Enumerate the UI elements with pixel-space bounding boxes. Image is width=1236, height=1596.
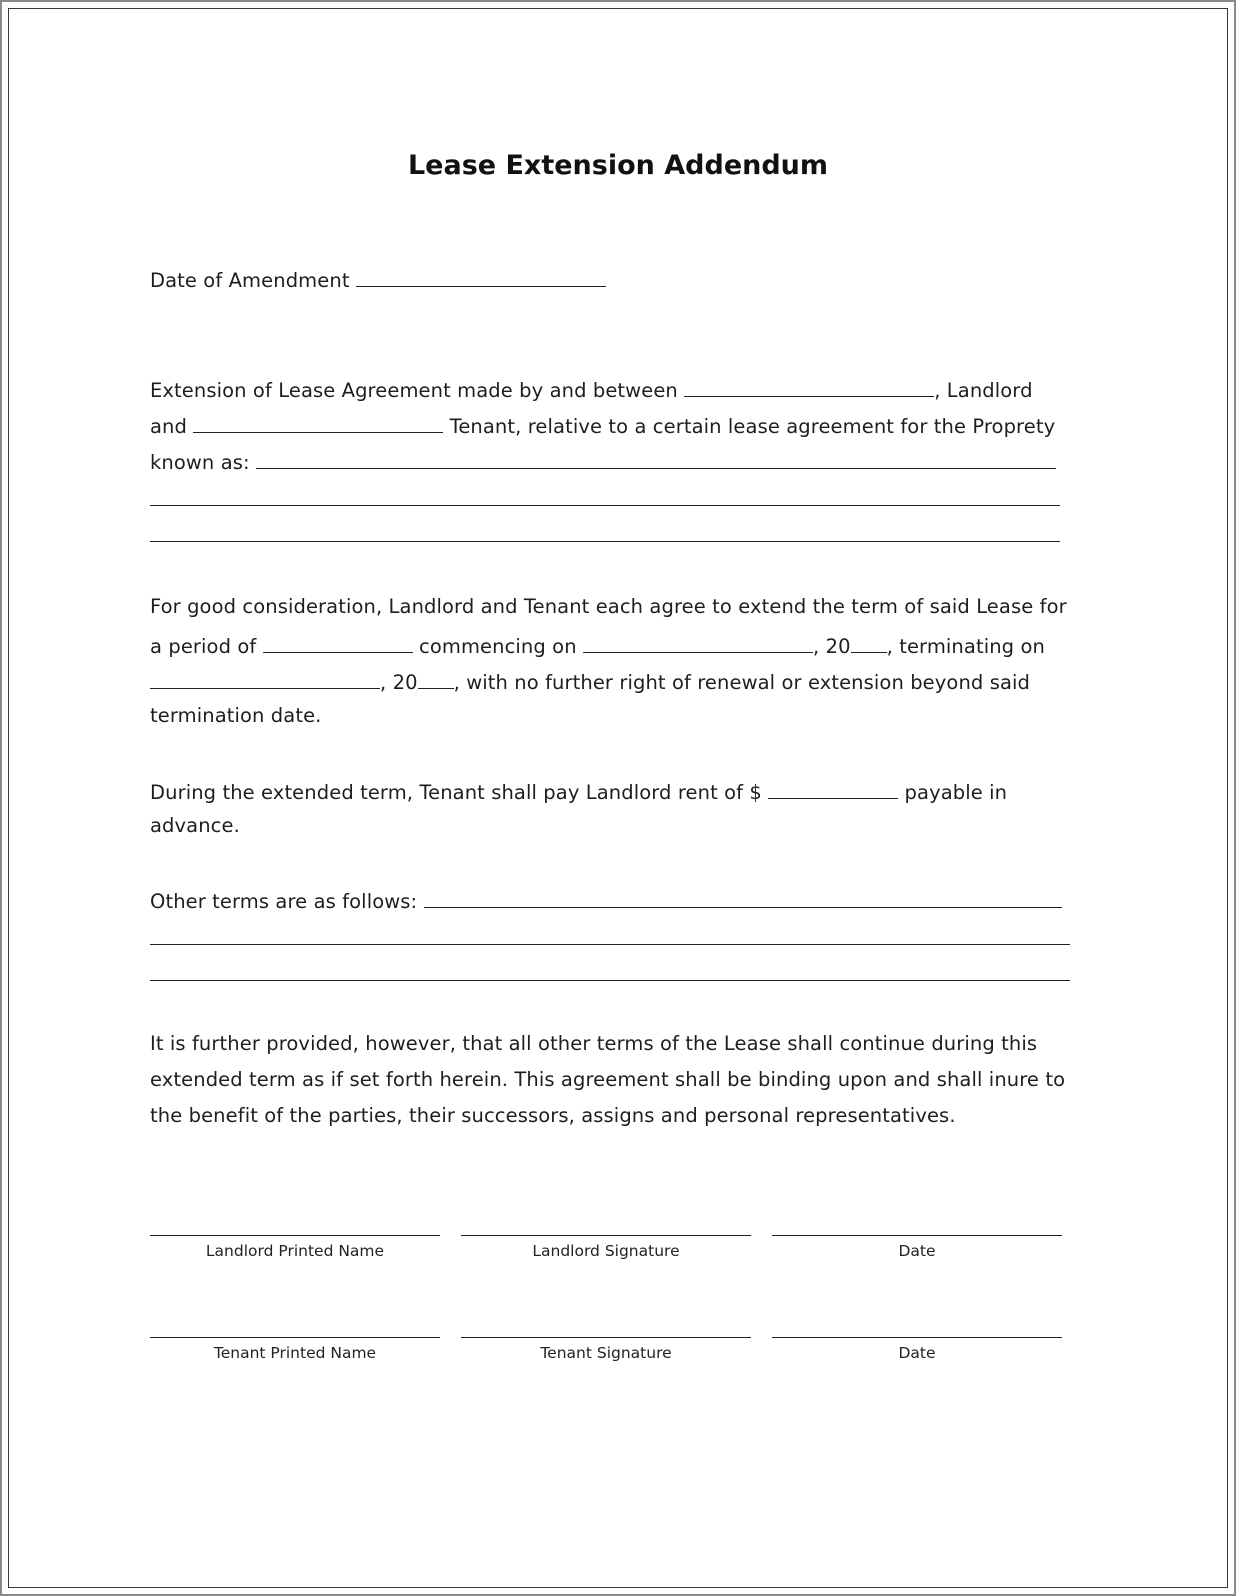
para2-line2 bbox=[150, 632, 1045, 659]
period-field[interactable] bbox=[263, 632, 413, 653]
terminating-date-field[interactable] bbox=[150, 668, 380, 689]
property-address-field-2[interactable] bbox=[150, 505, 1060, 506]
para2-line3-text: , with no further right of renewal or extension beyond said bbox=[453, 671, 1030, 694]
para5-line1: It is further provided, however, that all other terms of the Lease shall continue during this bbox=[150, 1032, 1038, 1055]
landlord-signature-label: Landlord Signature bbox=[532, 1242, 680, 1260]
other-terms-field-3[interactable] bbox=[150, 980, 1070, 981]
tenant-name-field[interactable] bbox=[193, 412, 443, 433]
payable-label: payable in bbox=[904, 781, 1008, 804]
rent-label: During the extended term, Tenant shall pay Landlord rent of $ bbox=[150, 781, 762, 804]
landlord-printed-name-line[interactable] bbox=[150, 1235, 440, 1236]
landlord-signature-line[interactable] bbox=[461, 1235, 751, 1236]
tenant-printed-name-label: Tenant Printed Name bbox=[213, 1344, 377, 1362]
para3-line2: advance. bbox=[150, 814, 240, 837]
period-label: a period of bbox=[150, 635, 257, 658]
date-of-amendment-field[interactable] bbox=[356, 266, 606, 287]
property-address-field-1[interactable] bbox=[256, 448, 1056, 469]
landlord-label: , Landlord bbox=[934, 379, 1033, 402]
para2-line1: For good consideration, Landlord and Tenant each agree to extend the term of said Lease for bbox=[150, 595, 1067, 618]
commencing-date-field[interactable] bbox=[583, 632, 813, 653]
tenant-printed-name-line[interactable] bbox=[150, 1337, 440, 1338]
other-terms-row bbox=[150, 887, 1062, 914]
date-of-amendment-row bbox=[150, 266, 606, 293]
tenant-signature-line[interactable] bbox=[461, 1337, 751, 1338]
rent-amount-field[interactable] bbox=[768, 778, 898, 799]
para1-and-text: and bbox=[150, 415, 187, 438]
known-as-label: known as: bbox=[150, 451, 250, 474]
para1-line2-text: Tenant, relative to a certain lease agreement for the Proprety bbox=[449, 415, 1056, 438]
landlord-printed-name-label: Landlord Printed Name bbox=[205, 1242, 385, 1260]
terminating-year-prefix: , 20 bbox=[380, 671, 418, 694]
landlord-date-label: Date bbox=[898, 1242, 936, 1260]
other-terms-label: Other terms are as follows: bbox=[150, 890, 418, 913]
tenant-date-label: Date bbox=[898, 1344, 936, 1362]
terminating-year-field[interactable] bbox=[418, 668, 454, 689]
commencing-year-prefix: , 20 bbox=[812, 635, 851, 658]
date-of-amendment-label: Date of Amendment bbox=[150, 269, 350, 292]
para5-line3: the benefit of the parties, their successors, assigns and personal representatives. bbox=[150, 1104, 956, 1127]
other-terms-field-2[interactable] bbox=[150, 944, 1070, 945]
property-address-field-3[interactable] bbox=[150, 541, 1060, 542]
para2-line4: termination date. bbox=[150, 704, 322, 727]
tenant-date-line[interactable] bbox=[772, 1337, 1062, 1338]
terminating-label: , terminating on bbox=[886, 635, 1045, 658]
other-terms-field-1[interactable] bbox=[424, 887, 1062, 908]
para1-line1-text: Extension of Lease Agreement made by and between bbox=[150, 379, 678, 402]
tenant-signature-label: Tenant Signature bbox=[540, 1344, 672, 1362]
document-title: Lease Extension Addendum bbox=[407, 150, 829, 181]
para5-line2: extended term as if set forth herein. This agreement shall be binding upon and shall inure to bbox=[150, 1068, 1066, 1091]
commencing-label: commencing on bbox=[419, 635, 577, 658]
para3-line1 bbox=[150, 778, 1007, 805]
commencing-year-field[interactable] bbox=[851, 632, 887, 653]
para1-line1 bbox=[150, 376, 1033, 403]
para1-line2 bbox=[150, 412, 1055, 439]
landlord-date-line[interactable] bbox=[772, 1235, 1062, 1236]
landlord-name-field[interactable] bbox=[684, 376, 934, 397]
para2-line3 bbox=[150, 668, 1030, 695]
para1-line3 bbox=[150, 448, 1056, 475]
